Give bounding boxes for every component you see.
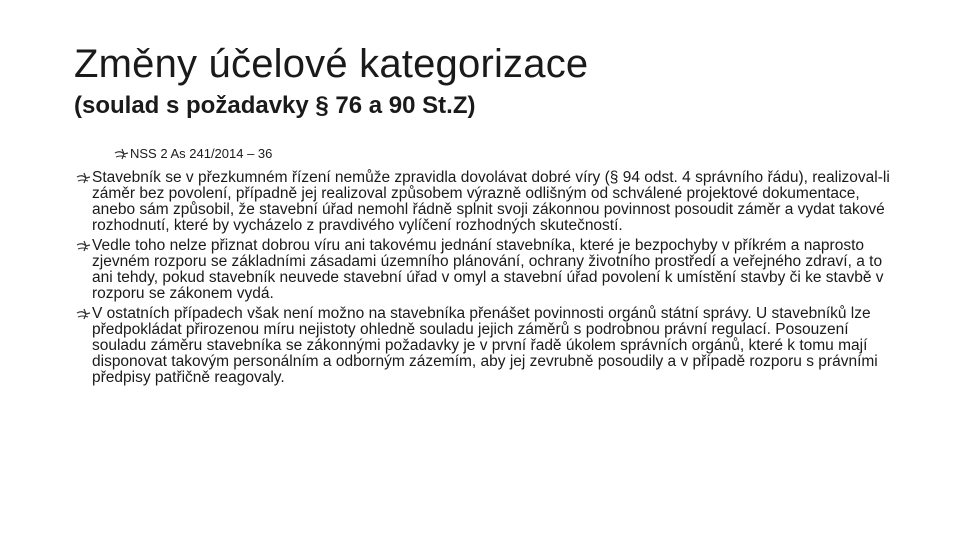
list-item [76, 170, 896, 234]
list-item-text: NSS 2 As 241/2014 – 36 [130, 146, 273, 161]
slide-content [76, 146, 896, 390]
slide-title: Změny účelové kategorizace [74, 42, 589, 86]
list-item [76, 238, 896, 302]
slide-subtitle: (soulad s požadavky § 76 a 90 St.Z) [74, 92, 476, 119]
list-item [114, 146, 896, 162]
bullet-arrow-icon [76, 239, 92, 253]
bullet-arrow-icon [76, 307, 92, 321]
list-item-text: V ostatních případech však není možno na stavebníka přenášet povinnosti orgánů státní správy. U stavebníků lze předpokládat přirozenou míru nejistoty ohledně souladu jejich záměrů s podrobnou právní regulací. Posouzení souladu záměru stavebníka se zákonnými požadavky je v první řadě úkolem správních orgánů, které k tomu mají disponovat takovým personálním a odborným zázemím, aby jej zevrubně posoudily a v případě rozporu s právními předpisy patřičně reagovaly. [92, 305, 878, 386]
list-item [76, 306, 896, 386]
bullet-arrow-icon [76, 171, 92, 185]
bullet-arrow-icon [114, 147, 130, 161]
list-item-text: Stavebník se v přezkumném řízení nemůže zpravidla dovolávat dobré víry (§ 94 odst. 4 správního řádu), realizoval-li záměr bez povolení, případně jej realizoval způsobem výrazně odlišným od schválené projektové dokumentace, anebo sám způsobil, že stavební úřad nemohl řádně splnit svoji zákonnou povinnost posoudit záměr a vydat takové rozhodnutí, které by vycházelo z pravdivého vylíčení rozhodných skutečností. [92, 169, 890, 234]
list-item-text: Vedle toho nelze přiznat dobrou víru ani takovému jednání stavebníka, které je bezpochyby v příkrém a naprosto zjevném rozporu se základními zásadami územního plánování, ochrany životního prostředí a veřejného zdraví, a to ani tehdy, pokud stavebník neuvede stavební úřad v omyl a stavební úřad povolení k umístění stavby či ke stavbě v rozporu se zákonem vydá. [92, 237, 884, 302]
